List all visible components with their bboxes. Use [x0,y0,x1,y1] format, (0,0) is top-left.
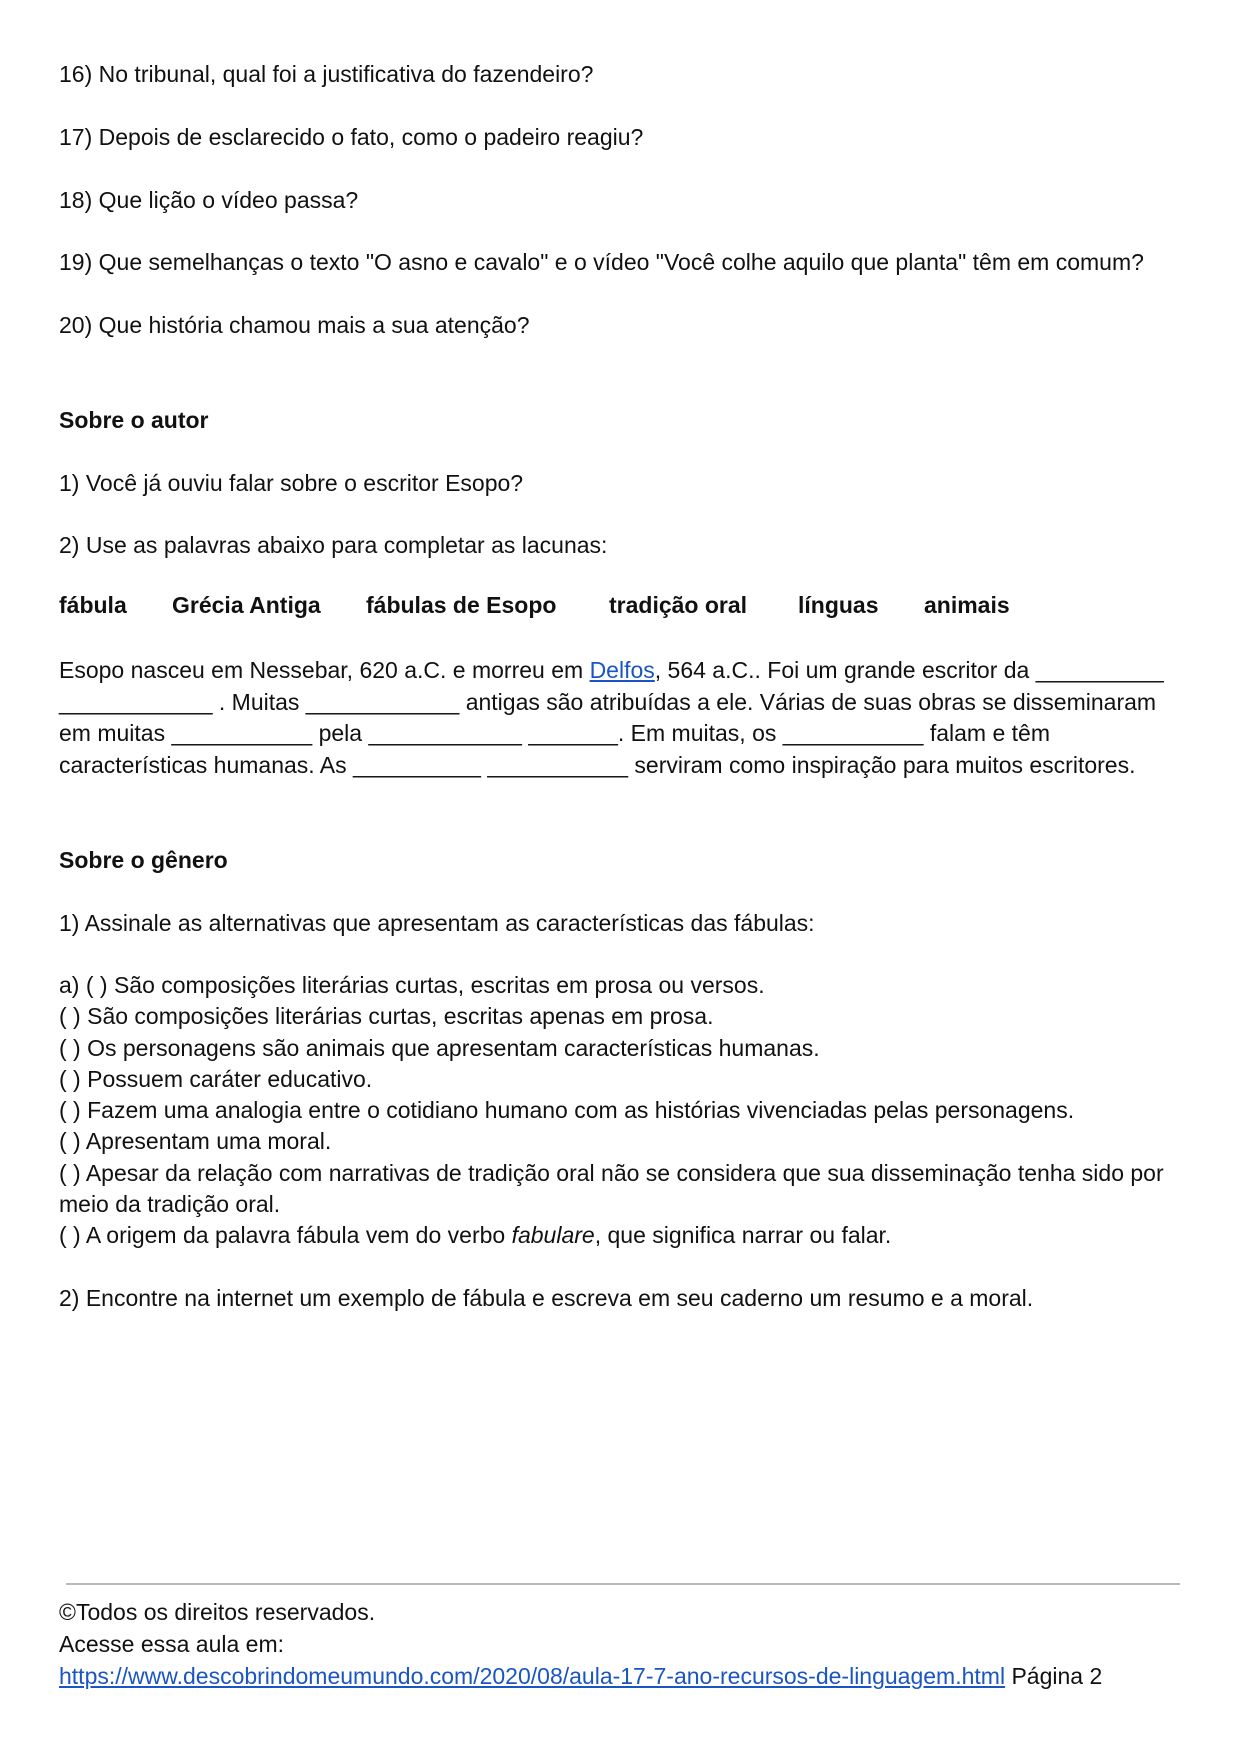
paragraph-text: Esopo nasceu em Nessebar, 620 a.C. e morreu em [59,657,590,683]
option-item: a) ( ) São composições literárias curtas, escritas em prosa ou versos. [59,972,765,998]
word-bank-item: fábula [59,592,127,618]
option-item: ( ) Fazem uma analogia entre o cotidiano humano com as histórias vivenciadas pelas personagens. [59,1097,1075,1124]
autor-question-1: 1) Você já ouviu falar sobre o escritor Esopo? [59,470,524,496]
delfos-link[interactable]: Delfos [589,657,655,683]
question-17: 17) Depois de esclarecido o fato, como o padeiro reagiu? [59,124,644,150]
question-19: 19) Que semelhanças o texto "O asno e cavalo" e o vídeo "Você colhe aquilo que planta" têm em comum? [59,249,1144,275]
footer-page-number: Página 2 [1005,1663,1103,1689]
option-item: ( ) Os personagens são animais que apresentam características humanas. [59,1034,820,1061]
fill-in-paragraph [59,655,1189,781]
options-list [59,970,1199,1252]
option-item: ( ) Apesar da relação com narrativas de tradição oral não se considera que sua disseminação tenha sido por [59,1159,1164,1186]
word-bank-item: animais [924,592,1010,618]
word-bank-item: línguas [798,592,879,618]
footer [59,1596,1102,1692]
option-text: , que significa narrar ou falar. [594,1222,892,1249]
word-bank-item: fábulas de Esopo [366,592,557,618]
footer-access: Acesse essa aula em: [59,1631,285,1657]
paragraph-text: , 564 a.C.. Foi um grande escritor da __________ [654,657,1164,683]
word-bank-item: tradição oral [609,592,748,618]
option-item [59,1220,1199,1251]
option-italic-text: fabulare [511,1222,595,1249]
paragraph-line-3: em muitas ___________ pela ____________ _______. Em muitas, os ___________ falam e têm [59,720,1050,746]
paragraph-line-1 [59,655,1189,687]
paragraph-line-4: características humanas. As __________ ___________ serviram como inspiração para muitos escritores. [59,751,1136,778]
question-20: 20) Que história chamou mais a sua atenção? [59,312,530,338]
genero-question-1: 1) Assinale as alternativas que apresentam as características das fábulas: [59,910,815,936]
option-item: ( ) Possuem caráter educativo. [59,1065,373,1092]
word-bank-item: Grécia Antiga [172,592,321,618]
autor-question-2: 2) Use as palavras abaixo para completar as lacunas: [59,532,608,558]
option-item: ( ) São composições literárias curtas, escritas apenas em prosa. [59,1003,714,1030]
paragraph-line-2: ____________ . Muitas ____________ antigas são atribuídas a ele. Várias de suas obras se disseminaram [59,688,1157,715]
footer-url-link[interactable]: https://www.descobrindomeumundo.com/2020/08/aula-17-7-ano-recursos-de-linguagem.html [59,1663,1006,1689]
option-item: ( ) Apresentam uma moral. [59,1128,332,1155]
section-heading-genero: Sobre o gênero [59,847,228,873]
section-heading-autor: Sobre o autor [59,407,209,433]
option-text: ( ) A origem da palavra fábula vem do verbo [59,1222,512,1249]
footer-rights: ©Todos os direitos reservados. [59,1599,376,1625]
question-18: 18) Que lição o vídeo passa? [59,187,359,213]
footer-divider [66,1583,1180,1585]
genero-question-2: 2) Encontre na internet um exemplo de fábula e escreva em seu caderno um resumo e a moral. [59,1285,1034,1311]
question-16: 16) No tribunal, qual foi a justificativa do fazendeiro? [59,61,594,87]
option-item: meio da tradição oral. [59,1191,281,1218]
footer-link-line [59,1660,1102,1692]
